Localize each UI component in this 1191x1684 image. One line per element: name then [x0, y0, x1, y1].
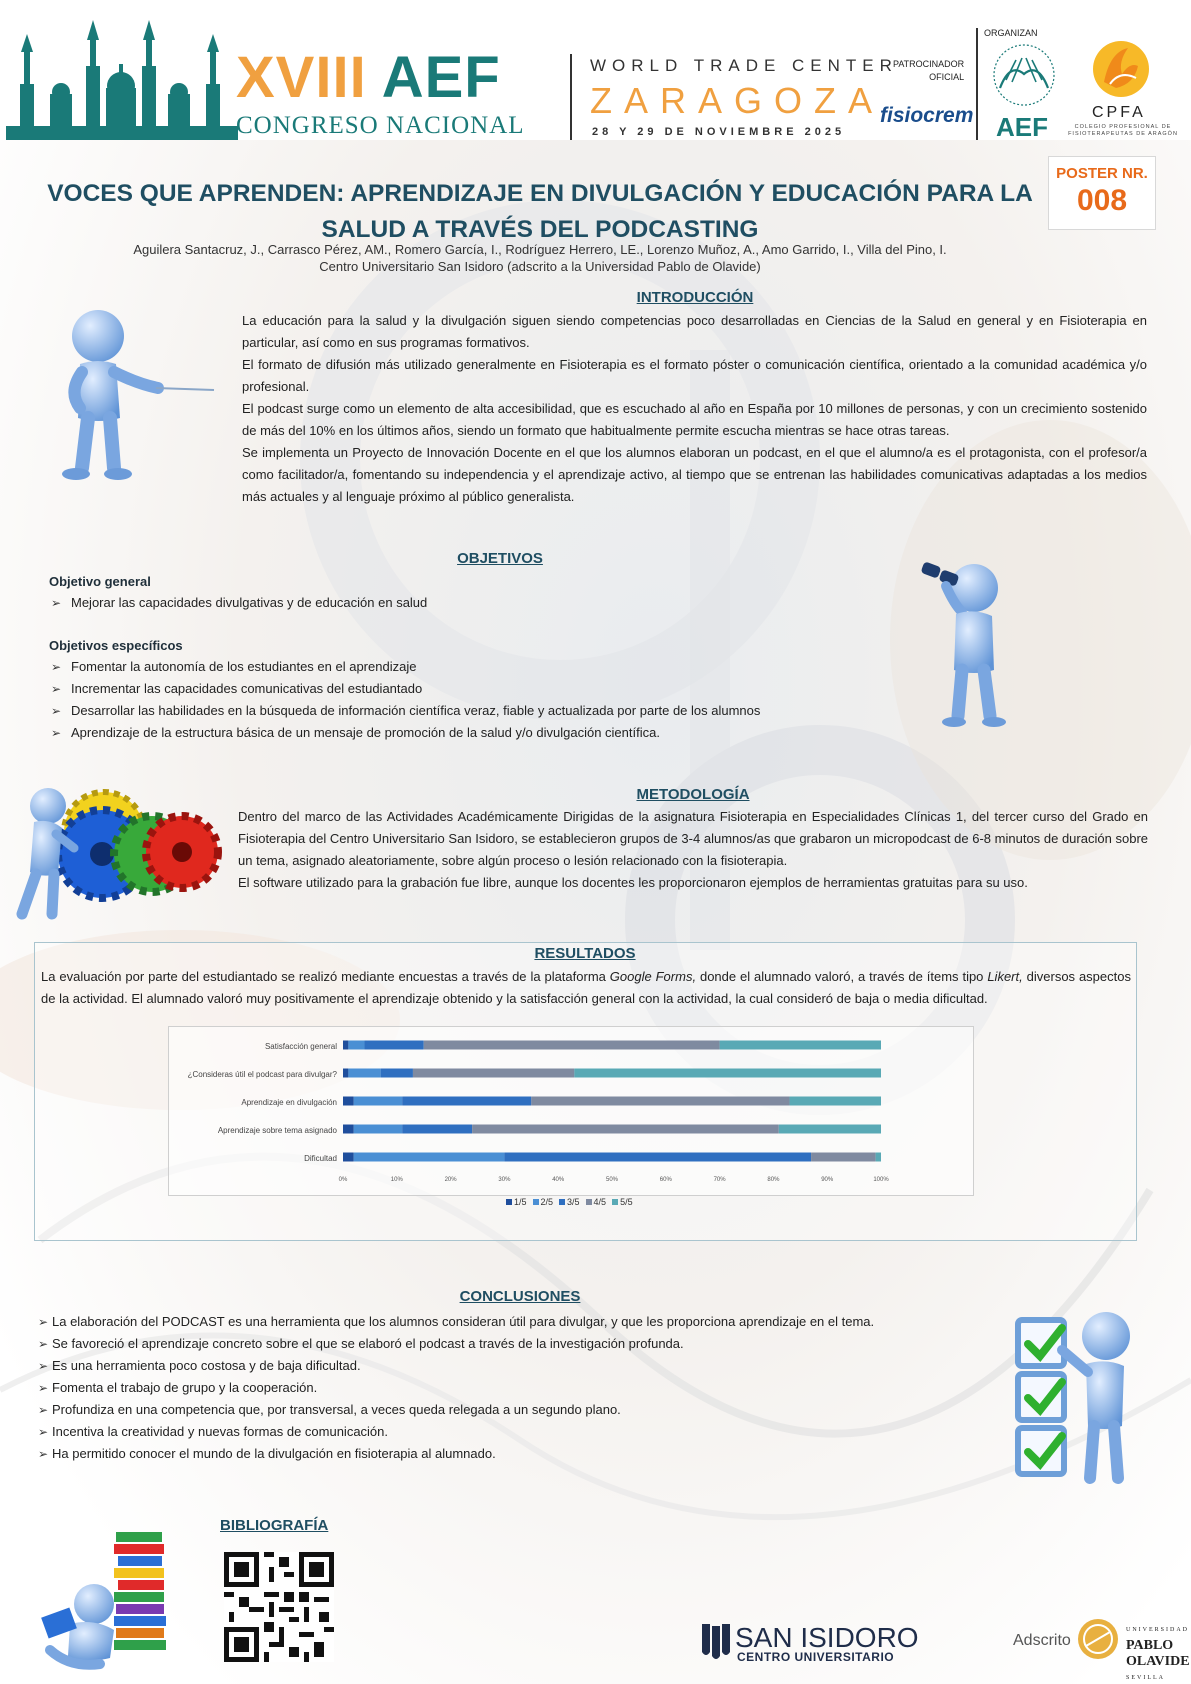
- poster-number-box: [1048, 156, 1156, 230]
- intro-paragraph: La educación para la salud y la divulgación siguen siendo competencias poco desarrolladas en Ciencias de la Salud en general y en Fisioterapia en particular, así como en sus programas formativos.: [242, 313, 1147, 350]
- olavide-emblem-icon: [1076, 1616, 1120, 1667]
- bar-segment: [876, 1153, 881, 1162]
- sponsor-label: PATROCINADOR OFICIAL: [893, 59, 965, 82]
- bar-segment: [720, 1041, 881, 1050]
- results-chart: [168, 1026, 974, 1196]
- bar-segment: [531, 1097, 789, 1106]
- gears-figure-illustration: [12, 782, 222, 927]
- poster-number: 008: [1076, 184, 1128, 217]
- pointing-figure-illustration: [58, 300, 218, 495]
- bibliography-heading: BIBLIOGRAFÍA: [220, 1517, 329, 1534]
- header-divider: [976, 28, 978, 140]
- category-label: Aprendizaje sobre tema asignado: [217, 1126, 337, 1135]
- general-objective-list: [49, 592, 929, 614]
- list-item: ➢ La elaboración del PODCAST es una herramienta que los alumnos consideran útil para divulgar, y que les proporciona aprendizaje en el tema.: [38, 1311, 958, 1333]
- venue-line: WORLD TRADE CENTER: [590, 56, 898, 75]
- x-tick-label: 40%: [552, 1177, 565, 1183]
- legend-label: 5/5: [620, 1197, 633, 1207]
- bar-segment: [381, 1069, 413, 1078]
- institution-logo: SAN ISIDORO: [735, 1622, 919, 1653]
- category-label: ¿Consideras útil el podcast para divulgar?: [187, 1070, 337, 1079]
- bar-segment: [354, 1125, 402, 1134]
- poster-title: VOCES QUE APRENDEN: APRENDIZAJE EN DIVULGACIÓN Y EDUCACIÓN PARA LA SALUD A TRAVÉS DEL PODCASTING: [47, 180, 1033, 243]
- bar-segment: [365, 1041, 424, 1050]
- bar-segment: [779, 1125, 881, 1134]
- institution-subtitle: CENTRO UNIVERSITARIO: [737, 1650, 895, 1664]
- event-dates: 28 Y 29 DE NOVIEMBRE 2025: [592, 126, 846, 138]
- specific-objectives-list: [49, 656, 929, 744]
- bar-segment: [343, 1069, 348, 1078]
- organizer-cpfa-logo: CPFA: [1092, 104, 1146, 121]
- x-tick-label: 20%: [444, 1177, 457, 1183]
- legend-label: 3/5: [567, 1197, 580, 1207]
- aef-hands-icon: [988, 40, 1060, 115]
- authors-block: [60, 241, 1020, 275]
- x-tick-label: 60%: [659, 1177, 672, 1183]
- bar-segment: [348, 1069, 380, 1078]
- intro-paragraph: El podcast surge como un elemento de alta accesibilidad, que es escuchado al año en España por 10 millones de personas, y con un crecimiento sostenido de más del 10% en los últimos años, siendo un formato que habitualmente permite escucha mientras se hace otras tareas.: [242, 401, 1147, 438]
- list-item: ➢ Profundiza en una competencia que, por transversal, a veces queda relegada a un segundo plano.: [38, 1399, 958, 1421]
- legend-swatch: [612, 1199, 618, 1205]
- affiliation: Centro Universitario San Isidoro (adscrito a la Universidad Pablo de Olavide): [319, 259, 761, 274]
- binoculars-figure-illustration: [918, 558, 1018, 733]
- stacked-bar-chart: [169, 1027, 975, 1197]
- bar-segment: [811, 1153, 876, 1162]
- x-tick-label: 10%: [390, 1177, 403, 1183]
- intro-heading: INTRODUCCIÓN: [636, 289, 754, 306]
- bar-segment: [790, 1097, 881, 1106]
- list-item: ➢ Se favoreció el aprendizaje concreto sobre el que se elaboró el podcast a través de la investigación profunda.: [38, 1333, 958, 1355]
- san-isidoro-emblem-icon: [700, 1622, 732, 1667]
- methodology-paragraph: El software utilizado para la grabación fue libre, aunque los docentes les proporcionaron ejemplos de herramientas gratuitas para su uso.: [238, 875, 1028, 890]
- checklist-figure-illustration: [1010, 1306, 1140, 1493]
- intro-paragraph: El formato de difusión más utilizado generalmente en Fisioterapia es el formato póster o comunicación científica, orientado a la comunidad académica y/o profesional.: [242, 357, 1147, 394]
- intro-paragraph: Se implementa un Proyecto de Innovación Docente en el que los alumnos elaboran un podcast, en el que el alumno/a es el protagonista, con el profesor/a como facilitador/a, fomentando su independencia y el aprendizaje activo, al tiempo que se entrenan las habilidades comunicativas adaptadas a los medios más actuales y al lenguaje próximo al público generalista.: [242, 445, 1147, 504]
- organizers-label: ORGANIZAN: [984, 28, 1038, 38]
- methodology-heading: METODOLOGÍA: [636, 786, 750, 803]
- bar-segment: [574, 1069, 881, 1078]
- list-item: ➢ Desarrollar las habilidades en la búsqueda de información científica veraz, fiable y actualizada por parte de los alumnos: [49, 700, 929, 722]
- event-logo-name: CONGRESO NACIONAL: [236, 112, 525, 139]
- bar-segment: [343, 1153, 354, 1162]
- list-item: ➢ Aprendizaje de la estructura básica de un mensaje de promoción de la salud y/o divulgación científica.: [49, 722, 929, 744]
- university-logo: UNIVERSIDAD PABLO OLAVIDE SEVILLA: [1126, 1627, 1190, 1681]
- books-figure-illustration: [40, 1520, 186, 1675]
- bar-segment: [354, 1153, 505, 1162]
- venue-city: ZARAGOZA: [590, 80, 885, 121]
- x-tick-label: 50%: [605, 1177, 619, 1183]
- list-item: ➢ Es una herramienta poco costosa y de baja dificultad.: [38, 1355, 958, 1377]
- chart-legend: [500, 1197, 633, 1207]
- bibliography-qr-code[interactable]: [224, 1552, 334, 1667]
- bar-segment: [402, 1097, 531, 1106]
- legend-swatch: [586, 1199, 592, 1205]
- adscrito-label: Adscrito: [1013, 1632, 1071, 1649]
- list-item: ➢ Incrementar las capacidades comunicativas del estudiantado: [49, 678, 929, 700]
- poster-number-label: POSTER NR.: [1056, 165, 1148, 182]
- list-item: ➢ Fomentar la autonomía de los estudiantes en el aprendizaje: [49, 656, 929, 678]
- general-objective-label: Objetivo general: [49, 574, 151, 589]
- bar-segment: [343, 1125, 354, 1134]
- x-tick-label: 70%: [713, 1177, 726, 1183]
- specific-objectives-label: Objetivos específicos: [49, 638, 183, 653]
- list-item: ➢ Fomenta el trabajo de grupo y la cooperación.: [38, 1377, 958, 1399]
- authors: Aguilera Santacruz, J., Carrasco Pérez, AM., Romero García, I., Rodríguez Herrero, LE., Lorenzo Muñoz, A., Amo Garrido, I., Villa del Pino, I.: [133, 242, 947, 257]
- conclusions-heading: CONCLUSIONES: [459, 1288, 581, 1305]
- conclusions-list: [38, 1311, 958, 1465]
- category-label: Aprendizaje en divulgación: [241, 1098, 337, 1107]
- bar-segment: [472, 1125, 779, 1134]
- list-item: ➢ Ha permitido conocer el mundo de la divulgación en fisioterapia al alumnado.: [38, 1443, 958, 1465]
- legend-swatch: [533, 1199, 539, 1205]
- bar-segment: [402, 1125, 472, 1134]
- bar-segment: [504, 1153, 811, 1162]
- legend-swatch: [559, 1199, 565, 1205]
- bar-segment: [343, 1097, 354, 1106]
- intro-text: [242, 310, 1147, 508]
- organizer-cpfa-subtitle: COLEGIO PROFESIONAL DE FISIOTERAPEUTAS DE ARAGÓN: [1068, 124, 1178, 137]
- list-item: ➢ Incentiva la creatividad y nuevas formas de comunicación.: [38, 1421, 958, 1443]
- x-tick-label: 100%: [873, 1177, 889, 1183]
- x-tick-label: 0%: [338, 1177, 348, 1183]
- header-divider: [570, 54, 572, 140]
- legend-label: 2/5: [540, 1197, 554, 1207]
- cpfa-flame-icon: [1090, 38, 1152, 105]
- category-label: Satisfacción general: [264, 1042, 337, 1051]
- objectives-block: [49, 572, 929, 744]
- category-label: Dificultad: [304, 1154, 337, 1163]
- methodology-text: [238, 806, 1148, 894]
- skyline-logo: [6, 14, 238, 145]
- x-tick-label: 30%: [498, 1177, 511, 1183]
- event-logo-number: XVIII AEF: [236, 45, 501, 110]
- legend-label: 4/5: [593, 1197, 607, 1207]
- bar-segment: [424, 1041, 720, 1050]
- sponsor-logo: fisiocrem: [880, 104, 974, 127]
- results-heading: RESULTADOS: [534, 945, 636, 962]
- legend-swatch: [506, 1199, 512, 1205]
- bar-segment: [343, 1041, 348, 1050]
- methodology-paragraph: Dentro del marco de las Actividades Académicamente Dirigidas de la asignatura Fisioterapia en Especialidades Clínicas 1, del tercer curso del Grado en Fisioterapia del Centro Universitario San Isidoro, se establecieron grupos de 3-4 alumnos/as que grabaron un micropodcast de 6-8 minutos de duración sobre un tema, asignado aleatoriamente, sobre algún proceso o lesión relacionado con la fisioterapia.: [238, 809, 1148, 868]
- objectives-heading: OBJETIVOS: [457, 550, 543, 567]
- x-tick-label: 90%: [821, 1177, 834, 1183]
- results-text: La evaluación por parte del estudiantado se realizó mediante encuestas a través de la plataforma Google Forms, donde el alumnado valoró, a través de ítems tipo Likert, diversos aspectos de la actividad. El alumnado valoró muy positivamente el aprendizaje obtenido y la satisfacción general con la actividad, la cual consideró de baja o media dificultad.: [41, 969, 1131, 1006]
- bar-segment: [413, 1069, 574, 1078]
- list-item: ➢ Mejorar las capacidades divulgativas y de educación en salud: [49, 592, 929, 614]
- bar-segment: [348, 1041, 364, 1050]
- bar-segment: [354, 1097, 402, 1106]
- legend-label: 1/5: [514, 1197, 527, 1207]
- organizer-aef-logo: AEF: [996, 112, 1048, 142]
- x-tick-label: 80%: [767, 1177, 780, 1183]
